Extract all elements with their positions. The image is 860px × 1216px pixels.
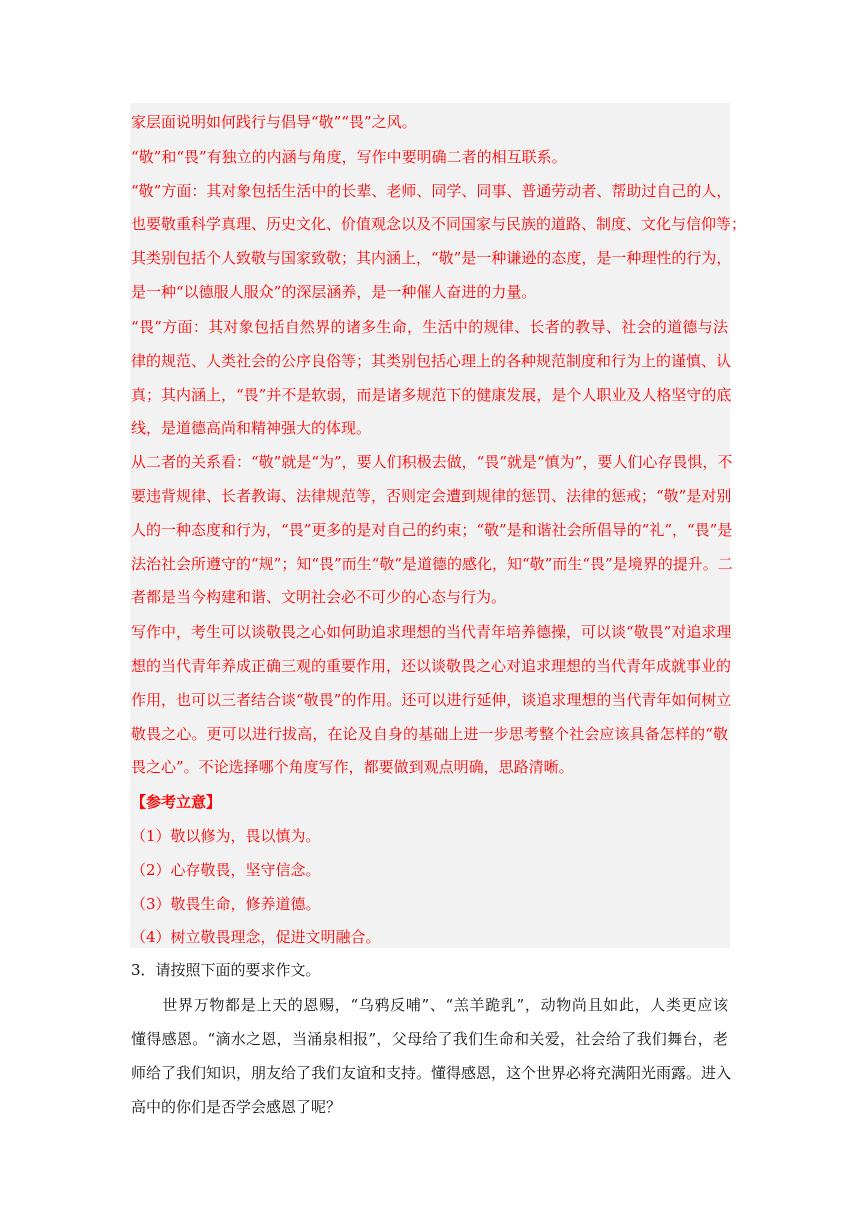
analysis-line: 畏之心”。不论选择哪个角度写作，都要做到观点明确，思路清晰。 — [131, 758, 574, 776]
prompt-line: 懂得感恩。“滴水之恩，当涌泉相报”，父母给了我们生命和关爱，社会给了我们舞台，老 — [131, 1030, 728, 1048]
prompt-line: 师给了我们知识，朋友给了我们友谊和支持。懂得感恩，这个世界必将充满阳光雨露。进入 — [131, 1064, 732, 1082]
analysis-line: 真；其内涵上，“畏”并不是软弱，而是诸多规范下的健康发展，是个人职业及人格坚守的底 — [131, 386, 732, 404]
prompt-line: 世界万物都是上天的恩赐，“乌鸦反哺”、“羔羊跪乳”，动物尚且如此，人类更应该 — [131, 996, 728, 1014]
analysis-line: 其类别包括个人致敬与国家致敬；其内涵上，“敬”是一种谦逊的态度，是一种理性的行为， — [131, 249, 732, 267]
reference-item: （4）树立敬畏理念，促进文明融合。 — [131, 928, 381, 946]
reference-item: （1）敬以修为，畏以慎为。 — [131, 827, 321, 845]
analysis-line: 写作中，考生可以谈敬畏之心如何助追求理想的当代青年培养德操，可以谈“敬畏”对追求理 — [131, 623, 732, 641]
prompt-line: 高中的你们是否学会感恩了呢？ — [131, 1098, 342, 1116]
analysis-line: 者都是当今构建和谐、文明社会必不可少的心态与行为。 — [131, 588, 507, 606]
analysis-line: 想的当代青年养成正确三观的重要作用，还以谈敬畏之心对追求理想的当代青年成就事业的 — [131, 657, 732, 675]
analysis-line: “畏”方面：其对象包括自然界的诸多生命，生活中的规律、长者的教导、社会的道德与法 — [131, 318, 728, 336]
analysis-line: 是一种“以德服人服众”的深层涵养，是一种催人奋进的力量。 — [131, 283, 537, 301]
reference-item: （3）敬畏生命，修养道德。 — [131, 895, 321, 913]
question-label: 3．请按照下面的要求作文。 — [131, 961, 321, 979]
analysis-line: 人的一种态度和行为，“畏”更多的是对自己的约束；“敬”是和谐社会所倡导的“礼”，“畏”是 — [131, 521, 733, 539]
analysis-line: 线，是道德高尚和精神强大的体现。 — [131, 419, 372, 437]
analysis-line: 敬畏之心。更可以进行拔高，在论及自身的基础上进一步思考整个社会应该具备怎样的“敬 — [131, 725, 728, 743]
analysis-line: 法治社会所遵守的“规”；知“畏”而生“敬”是道德的感化，知“敬”而生“畏”是境界的提升。二 — [131, 555, 733, 573]
analysis-line: 家层面说明如何践行与倡导“敬”“畏”之风。 — [131, 113, 417, 131]
analysis-line: 从二者的关系看：“敬”就是“为”，要人们积极去做，“畏”就是“慎为”，要人们心存畏惧，不 — [131, 453, 733, 471]
analysis-line: “敬”方面：其对象包括生活中的长辈、老师、同学、同事、普通劳动者、帮助过自己的人， — [131, 182, 732, 200]
reference-item: （2）心存敬畏，坚守信念。 — [131, 861, 321, 879]
analysis-line: 作用，也可以三者结合谈“敬畏”的作用。还可以进行延伸，谈追求理想的当代青年如何树立 — [131, 691, 732, 709]
analysis-line: 要违背规律、长者教诲、法律规范等，否则定会遭到规律的惩罚、法律的惩戒；“敬”是对别 — [131, 487, 732, 505]
reference-heading: 【参考立意】 — [131, 793, 222, 811]
analysis-line: 也要敬重科学真理、历史文化、价值观念以及不同国家与民族的道路、制度、文化与信仰等； — [131, 215, 747, 233]
analysis-line: 律的规范、人类社会的公序良俗等；其类别包括心理上的各种规范制度和行为上的谨慎、认 — [131, 352, 732, 370]
analysis-line: “敬”和“畏”有独立的内涵与角度，写作中要明确二者的相互联系。 — [131, 148, 567, 166]
